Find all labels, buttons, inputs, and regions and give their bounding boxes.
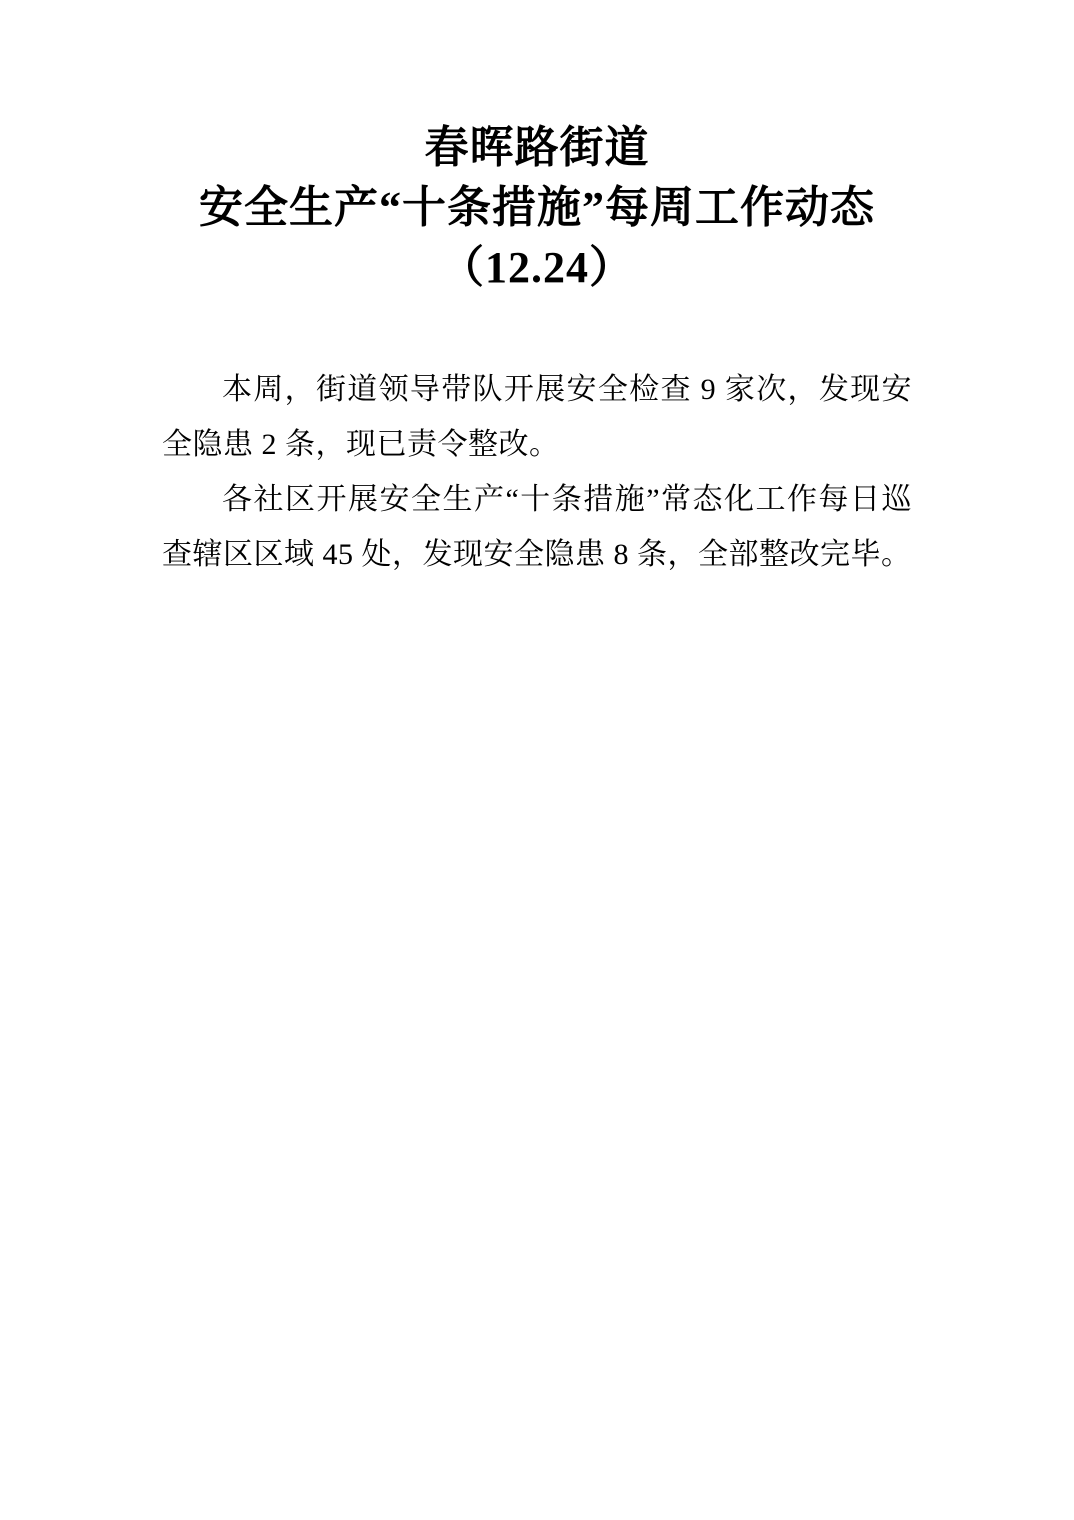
document-body <box>162 362 912 582</box>
document-content <box>162 118 912 582</box>
document-title <box>162 118 912 298</box>
paragraph-community-patrol: 各社区开展安全生产“十条措施”常态化工作每日巡查辖区区域 45 处，发现安全隐患 8 条，全部整改完毕。 <box>162 483 912 571</box>
document-title-line-2: 安全生产“十条措施”每周工作动态（12.24） <box>199 183 875 292</box>
paragraph-weekly-inspection: 本周，街道领导带队开展安全检查 9 家次，发现安全隐患 2 条，现已责令整改。 <box>162 373 912 461</box>
document-title-line-1: 春晖路街道 <box>424 123 650 172</box>
